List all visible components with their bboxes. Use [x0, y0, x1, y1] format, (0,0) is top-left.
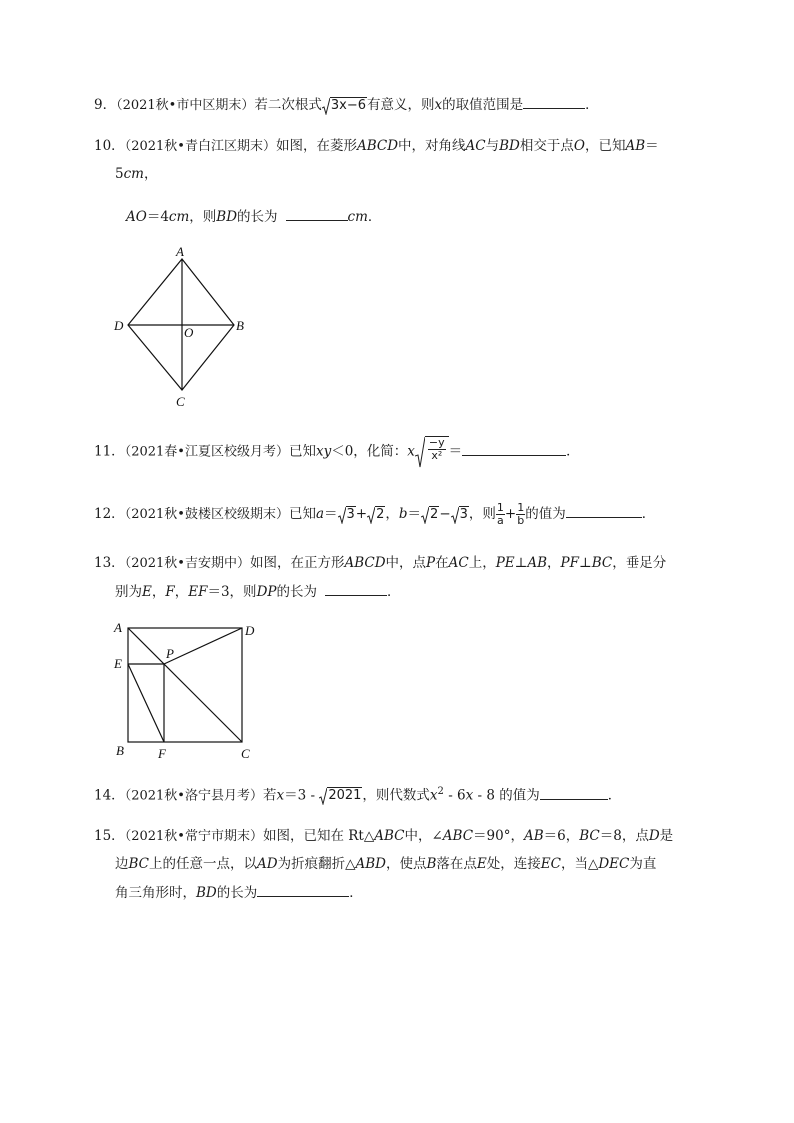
- question-source: （2021秋•洛宁县月考）: [124, 788, 263, 804]
- label-d: D: [245, 623, 255, 638]
- square-root: 2021: [319, 787, 362, 805]
- answer-blank[interactable]: [286, 206, 348, 221]
- question-10-line-1: 10．（2021秋•青白江区期末）如图，在菱形ABCD中，对角线AC与BD相交于点O，已知AB＝: [94, 138, 659, 154]
- question-number: 12．: [94, 506, 125, 522]
- square-root: 3x−6: [322, 97, 367, 115]
- question-12: 12．（2021秋•鼓楼区校级期末）已知a＝ 3 + 2 ，b＝ 2 − 3 ，则 $\frac{1}{a}$ + $\frac{1}{b}$ 的值为 ．: [94, 501, 656, 527]
- question-9: 9．（2021秋•市中区期末）若二次根式 3x−6 有意义，则x的取值范围是 ．: [94, 94, 599, 116]
- label-o: O: [184, 325, 194, 340]
- question-14: 14．（2021秋•洛宁县月考）若x＝3 - 2021 ，则代数式$x^2 - 6x - 8$ 的值为 ．: [94, 786, 622, 804]
- question-11: 11．（2021春•江夏区校级月考）已知xy＜0，化简：x $\frac{-y}{\text{x²}}$ ＝ ．: [94, 436, 580, 468]
- segment-ef: [128, 664, 164, 742]
- square-root: 3: [451, 506, 469, 524]
- question-source: （2021秋•青白江区期末）: [124, 139, 276, 154]
- answer-blank[interactable]: [325, 581, 387, 596]
- label-c: C: [241, 746, 250, 760]
- question-number: 15．: [94, 828, 125, 844]
- label-b: B: [116, 743, 124, 758]
- question-13-line-2: 别为E，F，EF＝3，则DP的长为 ．: [115, 581, 400, 602]
- question-source: （2021秋•市中区期末）: [116, 98, 255, 113]
- question-number: 13．: [94, 555, 125, 571]
- question-15-line-1: 15．（2021秋•常宁市期末）如图，已知在 Rt△ABC中，∠ABC＝90°，AB＝6，BC＝8，点D是: [94, 828, 674, 844]
- question-source: （2021秋•鼓楼区校级期末）: [124, 507, 289, 522]
- question-number: 14．: [94, 787, 125, 804]
- question-10-line-2: 5cm，: [115, 166, 158, 182]
- question-15-line-3: 角三角形时，BD的长为 ．: [115, 882, 363, 903]
- square-root: [415, 436, 449, 468]
- square-root: 2: [421, 506, 439, 524]
- label-f: F: [158, 746, 166, 760]
- rhombus-figure: [108, 244, 258, 412]
- diagonal-ac: [128, 628, 242, 742]
- question-source: （2021秋•常宁市期末）: [124, 829, 263, 844]
- square-root: 3: [338, 506, 356, 524]
- question-source: （2021秋•吉安期中）: [124, 556, 250, 571]
- fraction: $\frac{-y}{\text{x²}}$: [428, 436, 445, 462]
- label-p: P: [166, 646, 174, 661]
- question-13-line-1: 13．（2021秋•吉安期中）如图，在正方形ABCD中，点P在AC上，PE⊥AB，PF⊥BC，垂足分: [94, 555, 667, 571]
- question-number: 9．: [94, 97, 117, 113]
- label-b: B: [236, 318, 244, 333]
- label-d: D: [114, 318, 124, 333]
- segment-pd: [164, 628, 242, 664]
- label-a: A: [114, 620, 122, 635]
- label-a: A: [176, 244, 184, 259]
- square-figure: [108, 618, 268, 760]
- answer-blank[interactable]: [523, 94, 585, 109]
- fraction: $\frac{1}{b}$: [517, 501, 525, 527]
- question-number: 11．: [94, 443, 125, 460]
- answer-blank[interactable]: [462, 441, 566, 456]
- label-c: C: [176, 394, 185, 409]
- answer-blank[interactable]: [257, 882, 349, 897]
- question-15-line-2: 边BC上的任意一点，以AD为折痕翻折△ABD，使点B落在点E处，连接EC，当△DEC为直: [115, 856, 657, 872]
- fraction: $\frac{1}{a}$: [496, 501, 504, 527]
- question-source: （2021春•江夏区校级月考）: [124, 444, 289, 460]
- answer-blank[interactable]: [566, 503, 642, 518]
- question-10-line-3: AO＝4cm，则BD的长为 cm．: [126, 206, 381, 227]
- question-number: 10．: [94, 138, 125, 154]
- answer-blank[interactable]: [540, 785, 608, 800]
- label-e: E: [114, 656, 122, 671]
- square-root: 2: [367, 506, 385, 524]
